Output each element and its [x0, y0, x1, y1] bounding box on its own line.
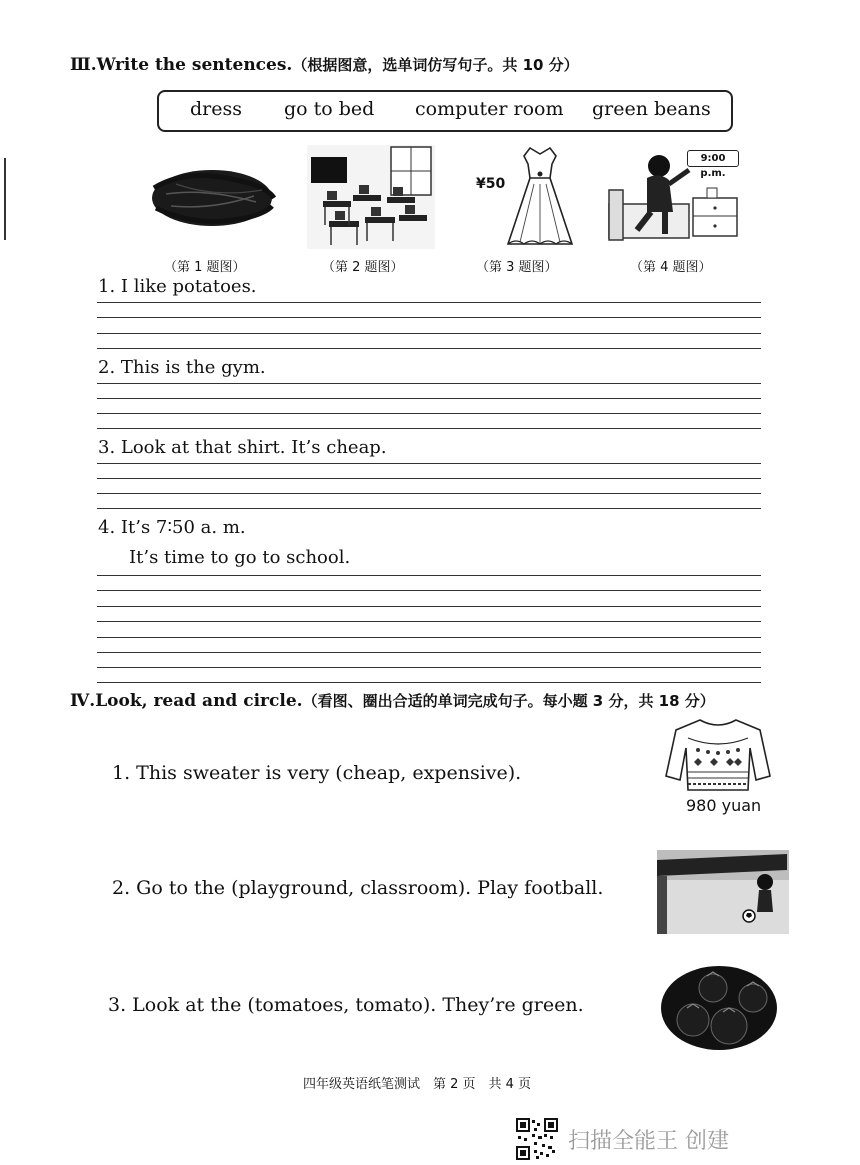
writing-line — [97, 590, 761, 591]
picture-caption: （第 2 题图） — [322, 260, 404, 275]
writing-line — [97, 383, 761, 384]
beans-picture — [146, 158, 278, 236]
sweater-price: 980 yuan — [686, 796, 762, 815]
writing-line — [97, 463, 761, 464]
writing-line — [97, 621, 761, 622]
price-tag: ¥50 — [476, 176, 506, 192]
writing-line — [97, 667, 761, 668]
writing-line — [97, 317, 761, 318]
writing-line — [97, 348, 761, 349]
section3-heading — [70, 54, 579, 75]
writing-line — [97, 606, 761, 607]
page-footer: 四年级英语纸笔测试 第 2 页 共 4 页 — [303, 1077, 532, 1092]
writing-line — [97, 575, 761, 576]
tomatoes-picture — [657, 958, 781, 1054]
section4-title: Look, read and circle. — [95, 691, 303, 711]
writing-line — [97, 398, 761, 399]
writing-line — [97, 652, 761, 653]
playground-picture — [657, 850, 789, 934]
clock-label: 9:00 p.m. — [687, 150, 739, 167]
computer-room-picture — [307, 145, 435, 249]
margin-bar — [4, 158, 6, 240]
question-text: 1. I like potatoes. — [98, 276, 257, 297]
writing-line — [97, 413, 761, 414]
writing-line — [97, 508, 761, 509]
picture-caption: （第 3 题图） — [476, 260, 558, 275]
section4-instruction: （看图、圈出合适的单词完成句子。每小题 3 分，共 18 分） — [302, 692, 715, 710]
section3-title: Write the sentences. — [96, 55, 293, 75]
word-bank-item: dress — [190, 98, 242, 120]
question-text: 1. This sweater is very (cheap, expensive). — [112, 762, 522, 784]
word-bank-item: go to bed — [284, 98, 375, 120]
writing-line — [97, 478, 761, 479]
qr-code-icon — [516, 1118, 558, 1160]
writing-line — [97, 637, 761, 638]
writing-line — [97, 333, 761, 334]
word-bank-item: computer room — [415, 98, 564, 120]
writing-line — [97, 682, 761, 683]
dress-picture — [506, 144, 574, 250]
picture-caption: （第 4 题图） — [630, 260, 712, 275]
section3-instruction: （根据图意，选单词仿写句子。共 10 分） — [292, 56, 579, 74]
section4-number: Ⅳ. — [70, 691, 96, 711]
writing-line — [97, 493, 761, 494]
sweater-picture — [664, 716, 772, 792]
question-text-line2: It’s time to go to school. — [129, 547, 351, 568]
section4-heading — [70, 690, 715, 711]
question-text: 4. It’s 7∶50 a. m. — [98, 517, 246, 538]
question-text: 3. Look at the (tomatoes, tomato). They’re green. — [108, 994, 584, 1016]
question-text: 2. This is the gym. — [98, 357, 266, 378]
section3-number: Ⅲ. — [70, 55, 97, 75]
scanner-watermark: 扫描全能王 创建 — [568, 1129, 729, 1154]
picture-caption: （第 1 题图） — [164, 260, 246, 275]
writing-line — [97, 428, 761, 429]
question-text: 2. Go to the (playground, classroom). Play football. — [112, 877, 604, 899]
question-text: 3. Look at that shirt. It’s cheap. — [98, 437, 387, 458]
word-bank-item: green beans — [592, 98, 711, 120]
writing-line — [97, 302, 761, 303]
